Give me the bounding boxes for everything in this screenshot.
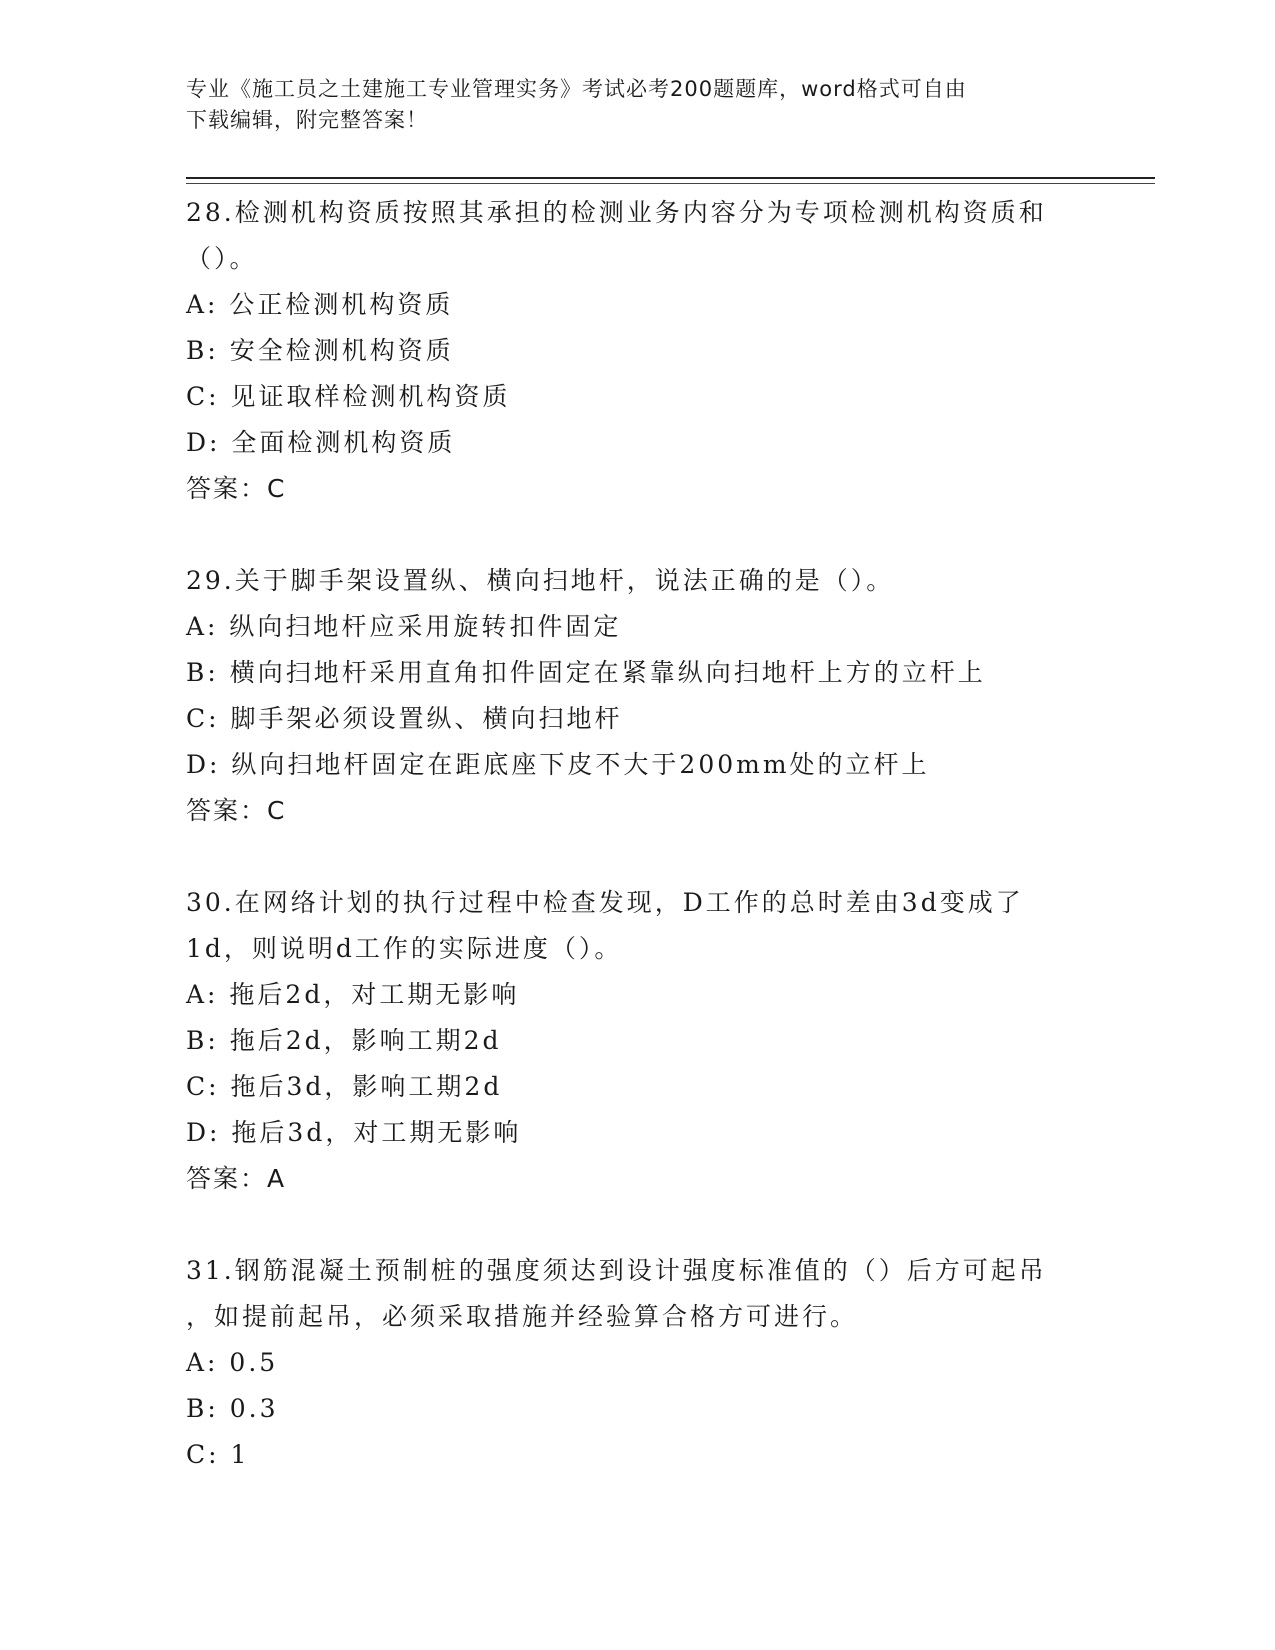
question-28 [186, 190, 1086, 512]
question-29 [186, 558, 1086, 834]
question-stem [186, 558, 1086, 604]
question-31 [186, 1248, 1086, 1478]
answer: 答案：C [186, 474, 287, 503]
header-divider-thick [186, 177, 1155, 179]
option-d: D: 全面检测机构资质 [186, 428, 456, 457]
option-c: C: 1 [186, 1440, 250, 1469]
option-b: B: 横向扫地杆采用直角扣件固定在紧靠纵向扫地杆上方的立杆上 [186, 658, 986, 687]
question-stem-line-2: 1d，则说明d工作的实际进度（）。 [186, 934, 623, 963]
option-b: B: 安全检测机构资质 [186, 336, 454, 365]
question-stem-line-1: 30.在网络计划的执行过程中检查发现，D工作的总时差由3d变成了 [186, 888, 1024, 917]
answer: 答案：C [186, 796, 287, 825]
question-stem [186, 190, 1086, 282]
question-stem-line-2: ，如提前起吊，必须采取措施并经验算合格方可进行。 [186, 1302, 859, 1331]
header-line-1: 专业《施工员之土建施工专业管理实务》考试必考200题题库，word格式可自由 [186, 77, 967, 101]
question-stem-line-1: 29.关于脚手架设置纵、横向扫地杆，说法正确的是（）。 [186, 566, 895, 595]
question-stem-line-1: 28.检测机构资质按照其承担的检测业务内容分为专项检测机构资质和 [186, 198, 1047, 227]
option-c: C: 见证取样检测机构资质 [186, 382, 511, 411]
option-c: C: 拖后3d，影响工期2d [186, 1072, 503, 1101]
question-list [186, 190, 1086, 1478]
option-a: A: 公正检测机构资质 [186, 290, 454, 319]
option-d: D: 拖后3d，对工期无影响 [186, 1118, 522, 1147]
question-stem [186, 880, 1086, 972]
option-a: A: 纵向扫地杆应采用旋转扣件固定 [186, 612, 622, 641]
option-b: B: 拖后2d，影响工期2d [186, 1026, 502, 1055]
question-stem-line-2: （）。 [186, 244, 258, 273]
header-divider-thin [186, 183, 1155, 184]
option-c: C: 脚手架必须设置纵、横向扫地杆 [186, 704, 623, 733]
header-line-2: 下载编辑，附完整答案！ [186, 108, 428, 132]
option-d: D: 纵向扫地杆固定在距底座下皮不大于200mm处的立杆上 [186, 750, 930, 779]
answer: 答案：A [186, 1164, 287, 1193]
option-a: A: 拖后2d，对工期无影响 [186, 980, 520, 1009]
question-stem [186, 1248, 1086, 1340]
document-header [186, 74, 1066, 136]
option-b: B: 0.3 [186, 1394, 279, 1423]
question-stem-line-1: 31.钢筋混凝土预制桩的强度须达到设计强度标准值的（）后方可起吊 [186, 1256, 1047, 1285]
question-30 [186, 880, 1086, 1202]
option-a: A: 0.5 [186, 1348, 279, 1377]
